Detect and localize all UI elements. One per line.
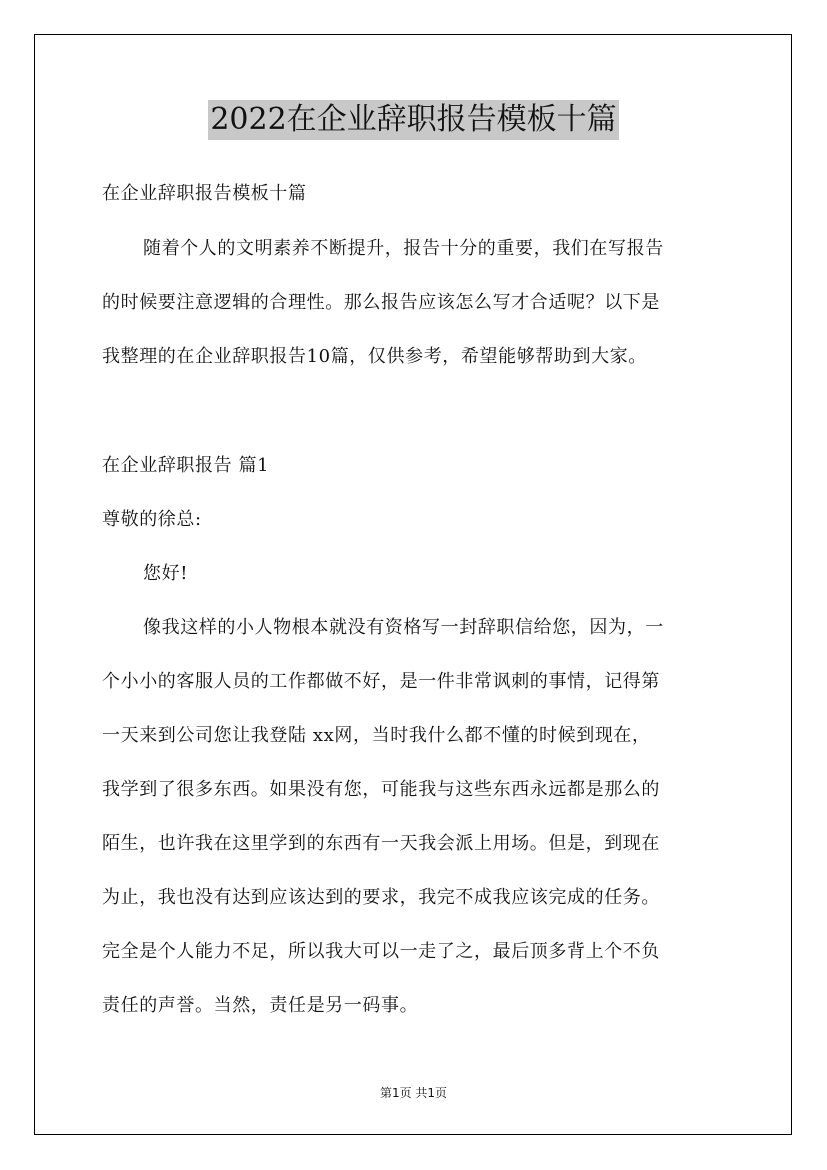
salutation: 尊敬的徐总: bbox=[102, 509, 202, 530]
body-line: 陌生，也许我在这里学到的东西有一天我会派上用场。但是，到现在 bbox=[102, 833, 660, 854]
body-line: 个小小的客服人员的工作都做不好，是一件非常讽刺的事情，记得第 bbox=[102, 671, 660, 692]
body-line: 我学到了很多东西。如果没有您，可能我与这些东西永远都是那么的 bbox=[102, 779, 660, 800]
body-line: 为止，我也没有达到应该达到的要求，我完不成我应该完成的任务。 bbox=[102, 887, 660, 908]
body-line: 责任的声誉。当然，责任是另一码事。 bbox=[102, 995, 419, 1016]
greeting: 您好! bbox=[143, 563, 189, 584]
page-footer: 第1页 共1页 bbox=[379, 1086, 448, 1100]
section-heading: 在企业辞职报告 篇1 bbox=[102, 455, 270, 476]
document-subtitle: 在企业辞职报告模板十篇 bbox=[102, 183, 307, 204]
intro-line: 的时候要注意逻辑的合理性。那么报告应该怎么写才合适呢？以下是 bbox=[102, 292, 660, 313]
body-line: 完全是个人能力不足，所以我大可以一走了之，最后顶多背上个不负 bbox=[102, 941, 660, 962]
body-line: 一天来到公司您让我登陆 xx网，当时我什么都不懂的时候到现在， bbox=[102, 725, 651, 746]
intro-line: 随着个人的文明素养不断提升，报告十分的重要，我们在写报告 bbox=[143, 238, 664, 259]
document-title: 2022在企业辞职报告模板十篇 bbox=[208, 100, 618, 140]
title-container bbox=[0, 100, 827, 140]
intro-line: 我整理的在企业辞职报告10篇，仅供参考，希望能够帮助到大家。 bbox=[102, 346, 647, 367]
body-line: 像我这样的小人物根本就没有资格写一封辞职信给您，因为，一 bbox=[143, 617, 664, 638]
